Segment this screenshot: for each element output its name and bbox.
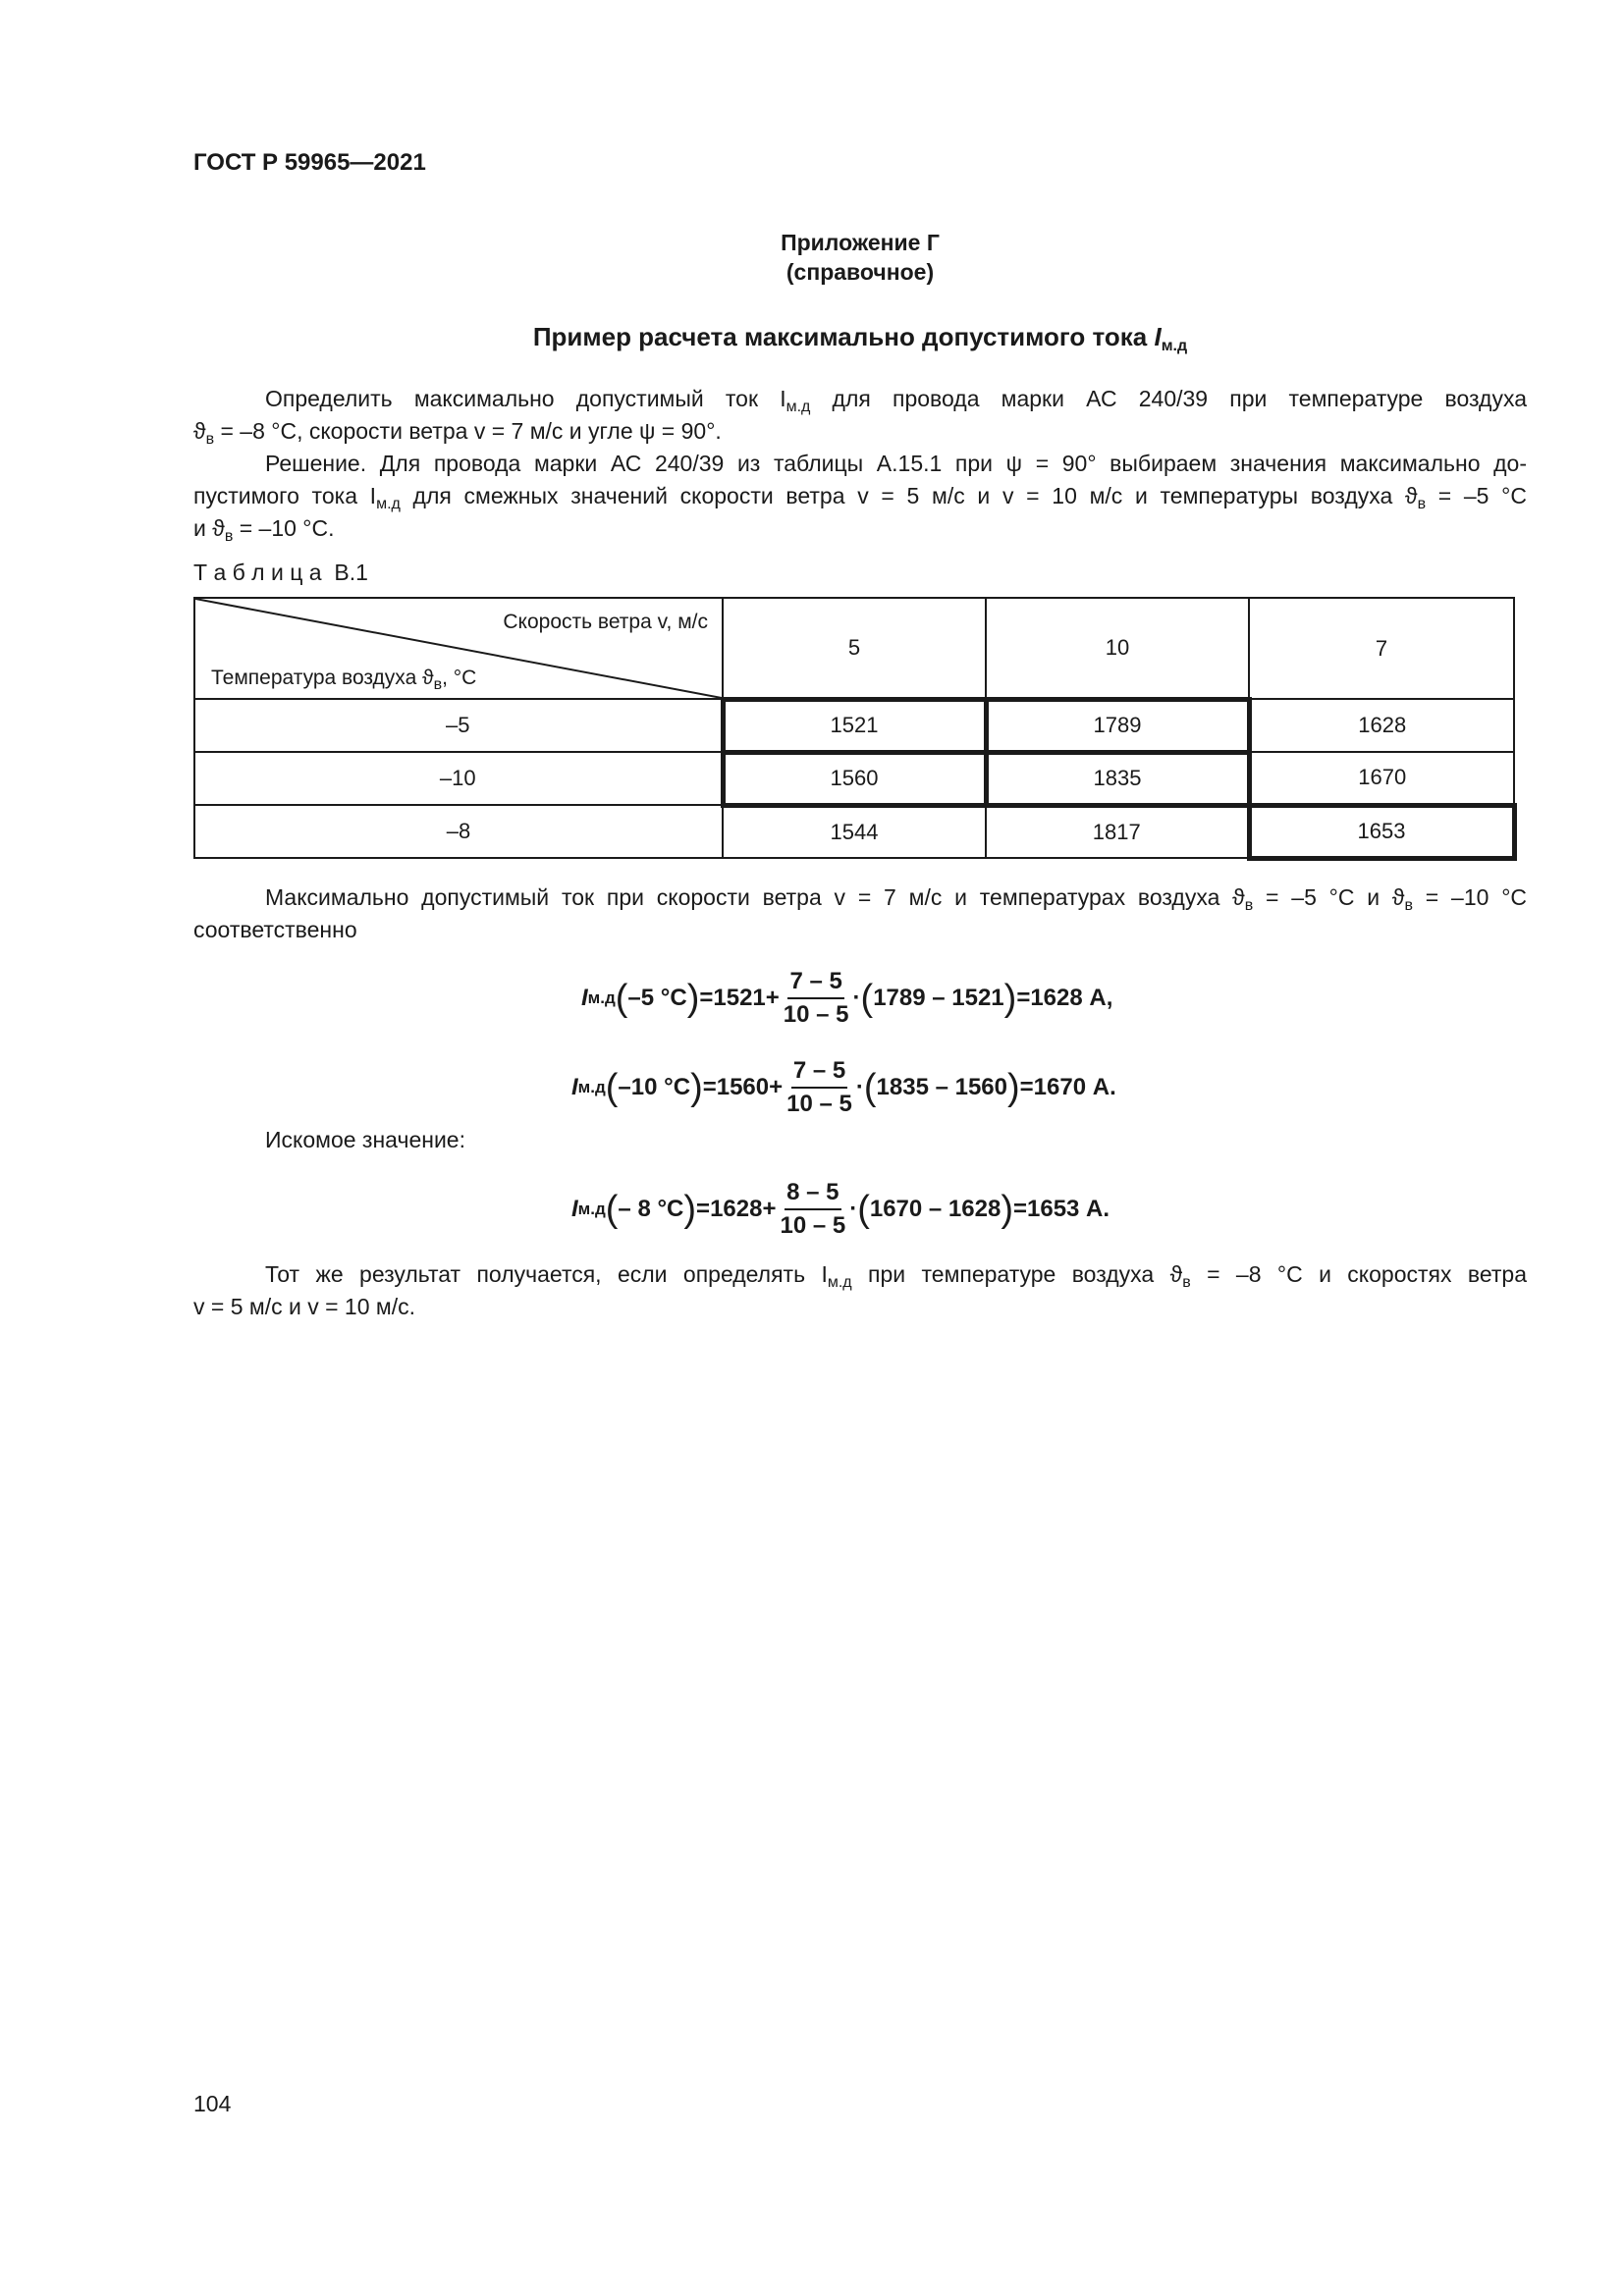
row-temperature: –10 [194, 752, 723, 805]
table-cell: 1521 [723, 699, 986, 752]
table-row [194, 752, 1514, 805]
column-header: 5 [723, 598, 986, 699]
table-cell: 1544 [723, 805, 986, 858]
table-cell: 1670 [1249, 752, 1514, 805]
paragraph-max-current-line2: соответственно [193, 917, 357, 942]
header-temperature-label: Температура воздуха $ϑ_в$, °С [211, 667, 477, 693]
paragraph-same-result-line1: Тот же результат получается, если определять $I_{м.д}$ при температуре воздуха $ϑ_в = -8$ °С и скоростях ветра [265, 1261, 1527, 1291]
row-temperature: –5 [194, 699, 723, 752]
data-table [193, 597, 1517, 861]
page-number: 104 [193, 2091, 232, 2116]
paragraph-solution-line3: и $ϑ_в = -10$ °С. [193, 515, 335, 545]
table-cell: 1628 [1249, 699, 1514, 752]
paragraph-task-line1: Определить максимально допустимый ток $I_{м.д}$ для провода марки АС 240/39 при температуре воздуха [265, 386, 1527, 415]
header-wind-speed-label: Скорость ветра v, м/с [503, 611, 708, 633]
paragraph-sought-value: Искомое значение: [265, 1127, 465, 1152]
paragraph-solution-line1: Решение. Для провода марки АС 240/39 из таблицы А.15.1 при ψ = 90° выбираем значения максимально до- [265, 451, 1527, 476]
table-cell: 1653 [1249, 805, 1514, 858]
formula-minus5: I м.д ( –5 °С ) =1521+ $\frac{7 - 5}{10 - 5}$ · ( 1789 – 1521 ) =1628 А, [581, 968, 1113, 1028]
table-row [194, 805, 1514, 858]
table-caption: Т а б л и ц а В.1 [193, 560, 368, 585]
paragraph-same-result-line2: v = 5 м/с и v = 10 м/с. [193, 1294, 416, 1319]
appendix-title: Приложение Г [781, 230, 940, 255]
table-header-diagonal-cell [194, 598, 723, 699]
table-cell: 1817 [986, 805, 1249, 858]
formula-minus8: I м.д ( – 8 °С ) =1628+ $\frac{8 - 5}{10 - 5}$ · ( 1670 – 1628 ) =1653 А. [571, 1179, 1110, 1239]
column-header: 7 [1249, 598, 1514, 699]
table-cell: 1789 [986, 699, 1249, 752]
paragraph-max-current-line1: Максимально допустимый ток при скорости ветра v = 7 м/с и температурах воздуха $ϑ_в = -5$ °С и $ϑ_в = -10$ °С [265, 884, 1527, 914]
table-row [194, 699, 1514, 752]
paragraph-solution-line2: пустимого тока $I_{м.д}$ для смежных значений скорости ветра v = 5 м/с и v = 10 м/с и температуры воздуха $ϑ_в = -5$ °С [193, 483, 1527, 512]
table-cell: 1835 [986, 752, 1249, 805]
document-header: ГОСТ Р 59965—2021 [193, 149, 426, 176]
row-temperature: –8 [194, 805, 723, 858]
paragraph-task-line2: $ϑ_в = -8$ °С, скорости ветра v = 7 м/с и угле ψ = 90°. [193, 418, 722, 448]
table-cell: 1560 [723, 752, 986, 805]
column-header: 10 [986, 598, 1249, 699]
section-title: Пример расчета максимально допустимого тока $I_{м.д}$ [532, 322, 1188, 354]
formula-minus10: I м.д ( –10 °С ) =1560+ $\frac{7 - 5}{10 - 5}$ · ( 1835 – 1560 ) =1670 А. [571, 1057, 1116, 1117]
appendix-subtitle: (справочное) [785, 259, 935, 285]
